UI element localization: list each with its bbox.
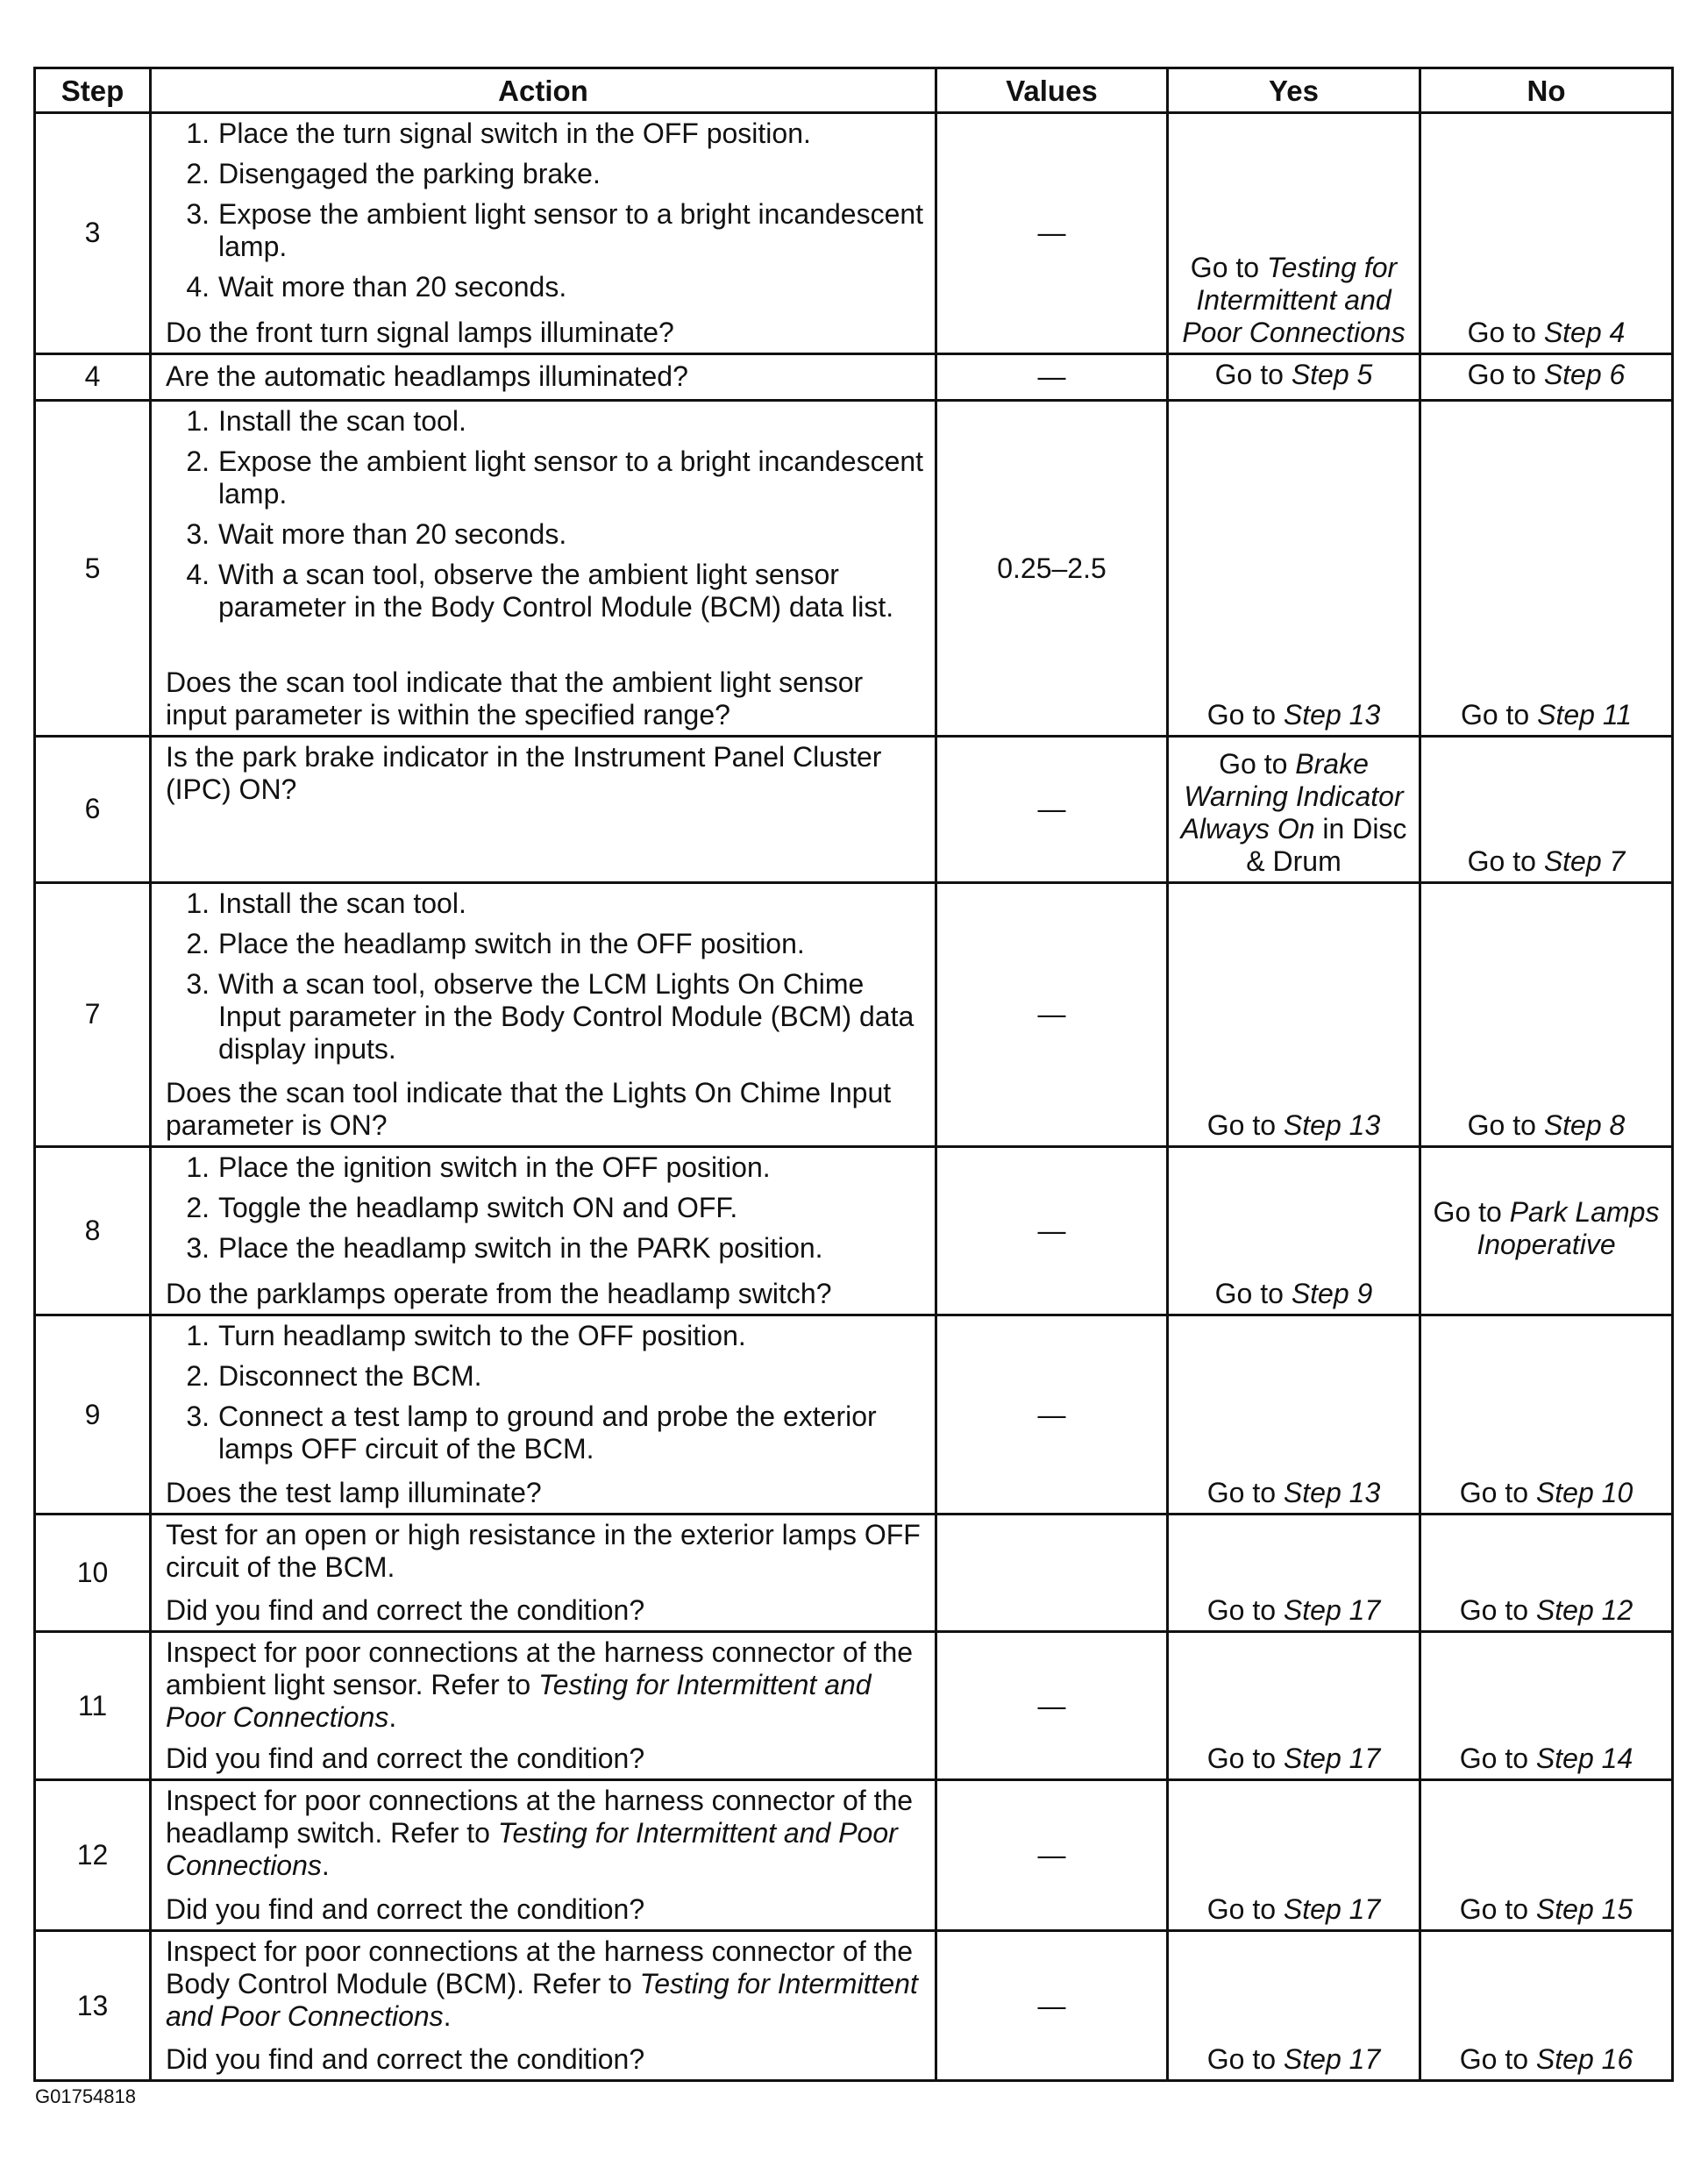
value-cell bbox=[936, 1514, 1168, 1631]
question-text: Are the automatic headlamps illuminated? bbox=[166, 360, 688, 393]
header-row bbox=[35, 68, 1673, 113]
action-text: Inspect for poor connections at the harness connector of the headlamp switch. Refer to Testing for Intermittent and Poor Connections. bbox=[166, 1784, 914, 1881]
action-cell bbox=[151, 353, 936, 400]
no-cell: Go to Step 14 bbox=[1420, 1632, 1673, 1780]
action-list bbox=[166, 1151, 926, 1272]
table-row-step-3 bbox=[35, 113, 1673, 354]
yes-link[interactable]: Step 17 bbox=[1283, 1594, 1381, 1627]
question-text: Does the scan tool indicate that the Lights On Chime Input parameter is ON? bbox=[166, 1076, 892, 1141]
action-list bbox=[166, 118, 926, 311]
action-cell bbox=[151, 737, 936, 883]
no-cell: Go to Step 16 bbox=[1420, 1931, 1673, 2081]
no-cell: Go to Step 15 bbox=[1420, 1779, 1673, 1931]
value-cell: 0.25–2.5 bbox=[936, 401, 1168, 737]
no-cell: Go to Step 12 bbox=[1420, 1514, 1673, 1631]
list-item: 2. Expose the ambient light sensor to a bright incandescent lamp. bbox=[186, 445, 924, 510]
header-values: Values bbox=[936, 68, 1168, 113]
no-link[interactable]: Step 7 bbox=[1543, 845, 1626, 877]
table-row-step-11 bbox=[35, 1632, 1673, 1780]
action-list bbox=[166, 887, 926, 1073]
value-cell: — bbox=[936, 882, 1168, 1146]
action-cell bbox=[151, 1779, 936, 1931]
list-item: 3. Connect a test lamp to ground and probe the exterior lamps OFF circuit of the BCM. bbox=[186, 1401, 877, 1465]
question-text: Does the test lamp illuminate? bbox=[166, 1476, 542, 1508]
header-no: No bbox=[1420, 68, 1673, 113]
list-item: 2. Toggle the headlamp switch ON and OFF. bbox=[186, 1191, 738, 1223]
yes-cell: Go to Brake Warning Indicator Always On in Disc & Drum bbox=[1168, 737, 1420, 883]
header-action: Action bbox=[151, 68, 936, 113]
value-cell: — bbox=[936, 1632, 1168, 1780]
no-link[interactable]: Step 8 bbox=[1543, 1108, 1626, 1141]
yes-cell: Go to Testing for Intermittent and Poor Connections bbox=[1168, 113, 1420, 354]
value-cell: — bbox=[936, 1779, 1168, 1931]
reference-link[interactable]: Testing for Intermittent and Poor Connections bbox=[166, 1669, 872, 1734]
yes-cell: Go to Step 17 bbox=[1168, 1931, 1420, 2081]
no-link[interactable]: Step 16 bbox=[1535, 2043, 1633, 2075]
action-text: Inspect for poor connections at the harness connector of the ambient light sensor. Refer to Testing for Intermittent and Poor Connections. bbox=[166, 1636, 914, 1734]
list-item: 1. Install the scan tool. bbox=[186, 887, 466, 919]
no-cell: Go to Park Lamps Inoperative bbox=[1420, 1146, 1673, 1315]
no-cell: Go to Step 4 bbox=[1420, 113, 1673, 354]
yes-cell: Go to Step 17 bbox=[1168, 1632, 1420, 1780]
yes-link[interactable]: Testing for Intermittent and Poor Connections bbox=[1182, 251, 1406, 348]
question-text: Did you find and correct the condition? bbox=[166, 1742, 645, 1774]
action-cell bbox=[151, 1931, 936, 2081]
action-list bbox=[166, 405, 926, 631]
table-row-step-5 bbox=[35, 401, 1673, 737]
table-row-step-9 bbox=[35, 1315, 1673, 1515]
list-item: 4. With a scan tool, observe the ambient light sensor parameter in the Body Control Module (BCM) data list. bbox=[186, 559, 894, 623]
table-row-step-12 bbox=[35, 1779, 1673, 1931]
step-number: 13 bbox=[35, 1931, 151, 2081]
step-number: 6 bbox=[35, 737, 151, 883]
value-cell: — bbox=[936, 737, 1168, 883]
yes-cell: Go to Step 5 bbox=[1168, 353, 1420, 400]
list-item: 1. Place the ignition switch in the OFF position. bbox=[186, 1151, 771, 1183]
yes-cell: Go to Step 17 bbox=[1168, 1514, 1420, 1631]
yes-cell: Go to Step 13 bbox=[1168, 882, 1420, 1146]
action-cell bbox=[151, 1514, 936, 1631]
no-link[interactable]: Step 12 bbox=[1535, 1594, 1633, 1627]
table-row-step-7 bbox=[35, 882, 1673, 1146]
list-item: 3. Place the headlamp switch in the PARK position. bbox=[186, 1231, 823, 1264]
step-number: 12 bbox=[35, 1779, 151, 1931]
list-item: 1. Install the scan tool. bbox=[186, 405, 466, 437]
list-item: 3. Expose the ambient light sensor to a bright incandescent lamp. bbox=[186, 198, 924, 262]
reference-link[interactable]: Testing for Intermittent and Poor Connections bbox=[166, 1968, 918, 2033]
list-item: 2. Disconnect the BCM. bbox=[186, 1360, 482, 1393]
table-row-step-6 bbox=[35, 737, 1673, 883]
step-number: 5 bbox=[35, 401, 151, 737]
yes-link[interactable]: Brake Warning Indicator Always On bbox=[1180, 747, 1404, 845]
no-cell: Go to Step 11 bbox=[1420, 401, 1673, 737]
value-cell: — bbox=[936, 1315, 1168, 1515]
question-text: Do the front turn signal lamps illuminate? bbox=[166, 316, 674, 348]
table-row-step-13 bbox=[35, 1931, 1673, 2081]
action-cell bbox=[151, 1315, 936, 1515]
action-cell bbox=[151, 113, 936, 354]
no-cell: Go to Step 6 bbox=[1420, 353, 1673, 400]
value-cell: — bbox=[936, 1931, 1168, 2081]
value-cell: — bbox=[936, 113, 1168, 354]
yes-link[interactable]: Step 9 bbox=[1291, 1278, 1373, 1310]
no-link[interactable]: Park Lamps Inoperative bbox=[1477, 1196, 1660, 1261]
yes-link[interactable]: Step 13 bbox=[1283, 1476, 1381, 1508]
yes-cell: Go to Step 13 bbox=[1168, 401, 1420, 737]
question-text: Did you find and correct the condition? bbox=[166, 1893, 645, 1926]
yes-link[interactable]: Step 5 bbox=[1291, 359, 1373, 391]
no-link[interactable]: Step 11 bbox=[1537, 699, 1633, 731]
step-number: 11 bbox=[35, 1632, 151, 1780]
action-list bbox=[166, 1320, 926, 1473]
no-cell: Go to Step 7 bbox=[1420, 737, 1673, 883]
action-cell bbox=[151, 1632, 936, 1780]
step-number: 3 bbox=[35, 113, 151, 354]
step-number: 7 bbox=[35, 882, 151, 1146]
step-number: 9 bbox=[35, 1315, 151, 1515]
question-text: Do the parklamps operate from the headlamp switch? bbox=[166, 1278, 832, 1310]
no-cell: Go to Step 10 bbox=[1420, 1315, 1673, 1515]
no-link[interactable]: Step 15 bbox=[1535, 1893, 1633, 1926]
no-link[interactable]: Step 4 bbox=[1543, 316, 1626, 348]
list-item: 4. Wait more than 20 seconds. bbox=[186, 271, 567, 303]
step-number: 4 bbox=[35, 353, 151, 400]
yes-link[interactable]: Step 13 bbox=[1283, 1108, 1381, 1141]
list-item: 1. Place the turn signal switch in the OFF position. bbox=[186, 118, 811, 149]
table-row-step-4 bbox=[35, 353, 1673, 400]
question-text: Does the scan tool indicate that the ambient light sensor input parameter is within the specified range? bbox=[166, 666, 864, 731]
no-link[interactable]: Step 14 bbox=[1535, 1742, 1633, 1774]
question-text: Did you find and correct the condition? bbox=[166, 2043, 645, 2075]
diagnostic-table bbox=[33, 67, 1674, 2082]
step-number: 10 bbox=[35, 1514, 151, 1631]
yes-link[interactable]: Step 13 bbox=[1283, 699, 1381, 731]
table-row-step-8 bbox=[35, 1146, 1673, 1315]
action-text: Inspect for poor connections at the harness connector of the Body Control Module (BCM). Refer to Testing for Intermittent and Poor Connections. bbox=[166, 1935, 918, 2033]
question-text: Did you find and correct the condition? bbox=[166, 1594, 645, 1627]
list-item: 3. Wait more than 20 seconds. bbox=[186, 518, 567, 550]
list-item: 3. With a scan tool, observe the LCM Lights On Chime Input parameter in the Body Control Module (BCM) data display inputs. bbox=[186, 967, 914, 1065]
yes-link[interactable]: Step 17 bbox=[1283, 1893, 1381, 1926]
figure-id: G01754818 bbox=[35, 2085, 136, 2107]
list-item: 2. Disengaged the parking brake. bbox=[186, 158, 601, 189]
table-row-step-10 bbox=[35, 1514, 1673, 1631]
action-cell bbox=[151, 1146, 936, 1315]
header-step: Step bbox=[35, 68, 151, 113]
yes-cell: Go to Step 17 bbox=[1168, 1779, 1420, 1931]
reference-link[interactable]: Testing for Intermittent and Poor Connections bbox=[166, 1816, 898, 1881]
yes-link[interactable]: Step 17 bbox=[1283, 2043, 1381, 2075]
value-cell: — bbox=[936, 1146, 1168, 1315]
list-item: 2. Place the headlamp switch in the OFF position. bbox=[186, 927, 805, 959]
no-cell: Go to Step 8 bbox=[1420, 882, 1673, 1146]
list-item: 1. Turn headlamp switch to the OFF position. bbox=[186, 1320, 746, 1352]
header-yes: Yes bbox=[1168, 68, 1420, 113]
question-text: Is the park brake indicator in the Instrument Panel Cluster (IPC) ON? bbox=[166, 741, 882, 806]
step-number: 8 bbox=[35, 1146, 151, 1315]
action-text: Test for an open or high resistance in the exterior lamps OFF circuit of the BCM. bbox=[166, 1518, 921, 1583]
no-link[interactable]: Step 10 bbox=[1535, 1476, 1633, 1508]
value-cell: — bbox=[936, 353, 1168, 400]
no-link[interactable]: Step 6 bbox=[1543, 359, 1626, 391]
action-cell bbox=[151, 882, 936, 1146]
yes-cell: Go to Step 13 bbox=[1168, 1315, 1420, 1515]
yes-link[interactable]: Step 17 bbox=[1283, 1742, 1381, 1774]
action-cell bbox=[151, 401, 936, 737]
yes-cell: Go to Step 9 bbox=[1168, 1146, 1420, 1315]
